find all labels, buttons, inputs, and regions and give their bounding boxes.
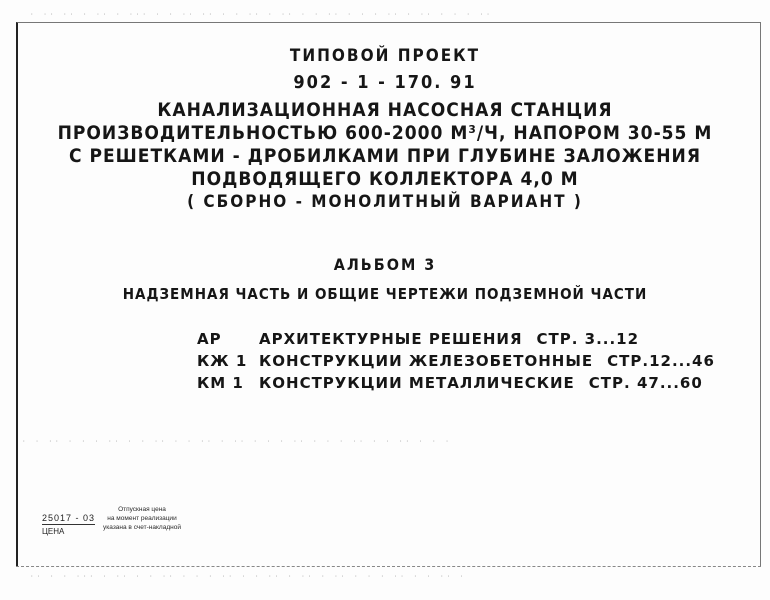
inventory-stamp [42,513,95,536]
album-title: НАДЗЕМНАЯ ЧАСТЬ И ОБЩИЕ ЧЕРТЕЖИ ПОДЗЕМНОЙ ЧАСТИ [122,285,648,303]
section-code: КЖ 1 [197,352,248,370]
title-line-1: КАНАЛИЗАЦИОННАЯ НАСОСНАЯ СТАНЦИЯ [157,99,613,121]
document-series: ТИПОВОЙ ПРОЕКТ [289,46,481,66]
section-code: КМ 1 [197,374,244,392]
price-note-line: на момент реализации [107,515,177,522]
section-description: КОНСТРУКЦИИ ЖЕЛЕЗОБЕТОННЫЕ [259,352,594,370]
bottom-rule [16,566,761,567]
contents-row [197,374,717,396]
side-edge-marks: · · ·· · · · ·· · · ·· · · ·· · ·· · · · ·· · · · ·· · · ·· · · · [22,438,452,445]
section-code: АР [197,330,222,348]
bottom-edge-marks: ·· · · ··· · ·· · · ·· · · · ·· · · ·· · ·· · ·· · · · ·· · · ·· · [30,573,467,580]
title-line-2: ПРОИЗВОДИТЕЛЬНОСТЬЮ 600-2000 М³/Ч, НАПОРОМ 30-55 М [57,122,713,144]
project-code: 902 - 1 - 170. 91 [293,72,477,93]
contents-row [197,330,717,352]
contents-row [197,352,717,374]
title-line-3: С РЕШЕТКАМИ - ДРОБИЛКАМИ ПРИ ГЛУБИНЕ ЗАЛОЖЕНИЯ [68,145,702,167]
price-note [102,505,182,532]
top-edge-marks: · ·· ·· · ·· · ··· · · ·· ·· · · ·· · ·· · · ·· · · · ·· · ·· · · · ·· [30,11,493,18]
section-description: КОНСТРУКЦИИ МЕТАЛЛИЧЕСКИЕ [259,374,575,392]
title-line-4: ПОДВОДЯЩЕГО КОЛЛЕКТОРА 4,0 М [191,168,579,190]
inventory-number: 25017 - 03 [42,513,96,523]
section-pages: СТР.12...46 [607,352,715,370]
section-pages: СТР. 3...12 [536,330,640,348]
section-description: АРХИТЕКТУРНЫЕ РЕШЕНИЯ [259,330,523,348]
album-number: АЛЬБОМ 3 [333,255,437,274]
price-note-line: Отпускная цена [118,506,166,513]
variant-label: ( СБОРНО - МОНОЛИТНЫЙ ВАРИАНТ ) [187,192,583,212]
contents-list [197,330,717,396]
price-label: ЦЕНА [42,527,65,536]
price-note-line: указана в счет-накладной [103,524,181,531]
section-pages: СТР. 47...60 [588,374,703,392]
